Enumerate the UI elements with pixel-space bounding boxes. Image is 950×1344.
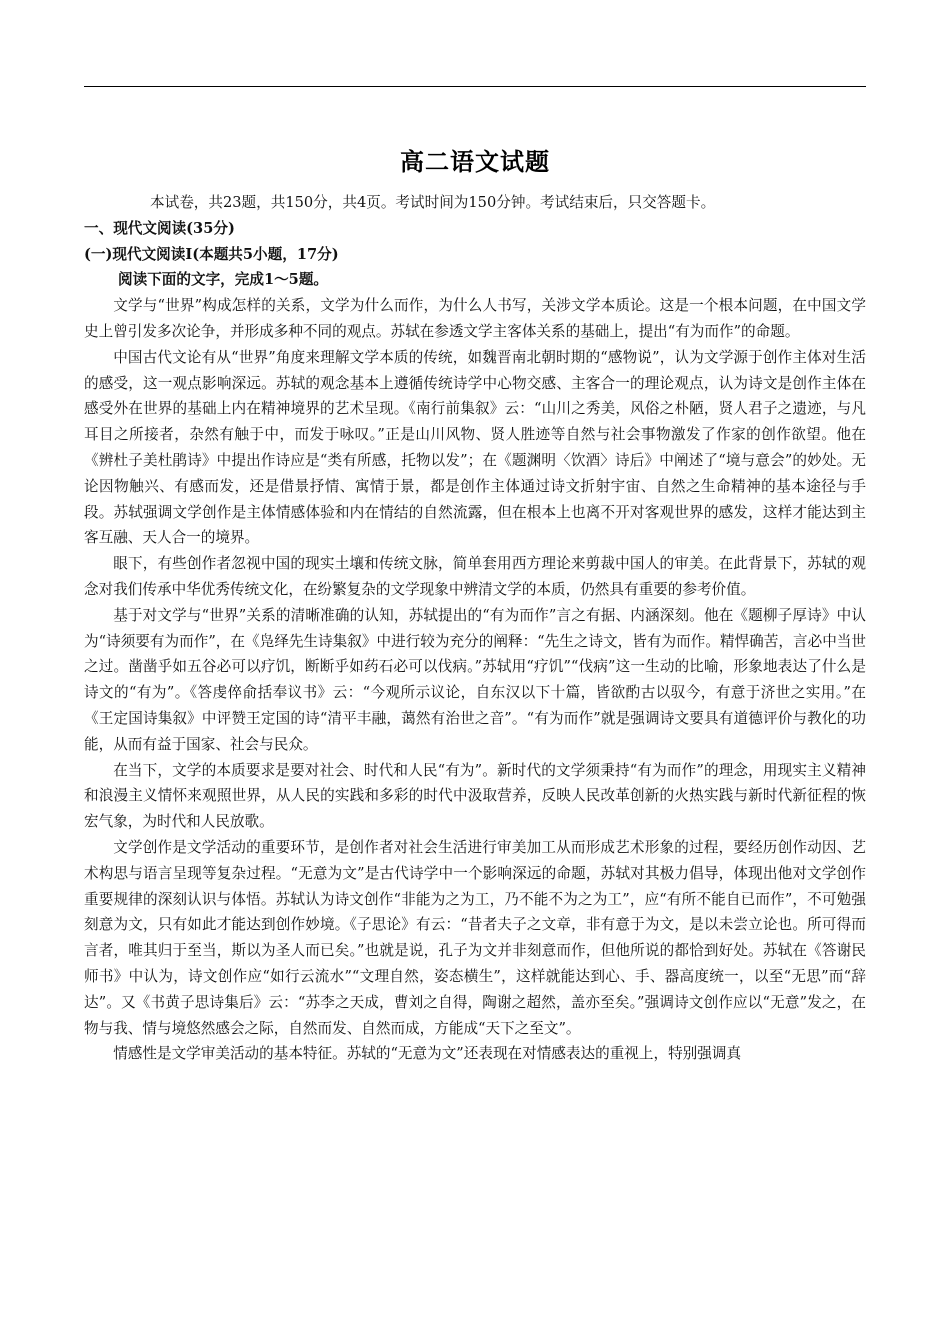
passage-paragraph: 眼下，有些创作者忽视中国的现实土壤和传统文脉，简单套用西方理论来剪裁中国人的审美。在此背景下，苏轼的观念对我们传承中华优秀传统文化，在纷繁复杂的文学现象中辨清文学的本质，仍然具有重要的参考价值。	[84, 555, 866, 598]
passage-paragraph: 情感性是文学审美活动的基本特征。苏轼的“无意为文”还表现在对情感表达的重视上，特别强调真	[113, 1045, 742, 1063]
exam-intro: 本试卷，共23题，共150分，共4页。考试时间为150分钟。考试结束后，只交答题卡。	[150, 194, 716, 211]
passage-paragraph: 基于对文学与“世界”关系的清晰准确的认知，苏轼提出的“有为而作”言之有据、内涵深刻。他在《题柳子厚诗》中认为“诗须要有为而作”，在《凫绎先生诗集叙》中进行较为充分的阐释：“先生之诗文，皆有为而作。精悍确苦，言必中当世之过。凿凿乎如五谷必可以疗饥，断断乎如药石必可以伐病。”苏轼用“疗饥”“伐病”这一生动的比喻，形象地表达了什么是诗文的“有为”。《答虔倅俞括奉议书》云：“今观所示议论，自东汉以下十篇，皆欲酌古以驭今，有意于济世之实用。”在《王定国诗集叙》中评赞王定国的诗“清平丰融，蔼然有治世之音”。“有为而作”就是强调诗文要具有道德评价与教化的功能，从而有益于国家、社会与民众。	[84, 606, 866, 753]
header-rule	[84, 86, 866, 87]
page-title: 高二语文试题	[400, 147, 550, 176]
passage-paragraph: 中国古代文论有从“世界”角度来理解文学本质的传统，如魏晋南北朝时期的“感物说”，认为文学源于创作主体对生活的感受，这一观点影响深远。苏轼的观念基本上遵循传统诗学中心物交感、主客合一的理论观点，认为诗文是创作主体在感受外在世界的基础上内在精神境界的艺术呈现。《南行前集叙》云：“山川之秀美，风俗之朴陋，贤人君子之遗迹，与凡耳目之所接者，杂然有触于中，而发于咏叹。”正是山川风物、贤人胜迹等自然与社会事物激发了作家的创作欲望。他在《辨杜子美杜鹃诗》中提出作诗应是“类有所感，托物以发”；在《题渊明〈饮酒〉诗后》中阐述了“境与意会”的妙处。无论因物触兴、有感而发，还是借景抒情、寓情于景，都是创作主体通过诗文折射宇宙、自然之生命精神的基本途径与手段。苏轼强调文学创作是主体情感体验和内在情结的自然流露，但在根本上也离不开对客观世界的感发，这样才能达到主客互融、天人合一的境界。	[84, 348, 866, 547]
passage-paragraph: 文学创作是文学活动的重要环节，是创作者对社会生活进行审美加工从而形成艺术形象的过程，要经历创作动因、艺术构思与语言呈现等复杂过程。“无意为文”是古代诗学中一个影响深远的命题，苏轼对其极力倡导，体现出他对文学创作重要规律的深刻认识与体悟。苏轼认为诗文创作“非能为之为工，乃不能不为之为工”，应“有所不能自已而作”，不可勉强刻意为文，只有如此才能达到创作妙境。《子思论》有云：“昔者夫子之文章，非有意于为文，是以未尝立论也。所可得而言者，唯其归于至当，斯以为圣人而已矣。”也就是说，孔子为文并非刻意而作，但他所说的都恰到好处。苏轼在《答谢民师书》中认为，诗文创作应“如行云流水”“文理自然，姿态横生”，这样就能达到心、手、器高度统一，以至“无思”而“辞达”。又《书黄子思诗集后》云：“苏李之天成，曹刘之自得，陶谢之超然，盖亦至矣。”强调诗文创作应以“无意”发之，在物与我、情与境悠然感会之际，自然而发、自然而成，方能成“天下之至文”。	[84, 838, 866, 1037]
reading-instruction: 阅读下面的文字，完成1～5题。	[118, 271, 329, 289]
section-heading: 一、现代文阅读(35分)	[84, 219, 235, 237]
passage-paragraph: 文学与“世界”构成怎样的关系，文学为什么而作，为什么人书写，关涉文学本质论。这是一个根本问题，在中国文学史上曾引发多次论争，并形成多种不同的观点。苏轼在参透文学主客体关系的基础上，提出“有为而作”的命题。	[84, 297, 866, 340]
exam-content	[84, 190, 866, 1067]
subsection-heading: (一)现代文阅读Ⅰ(本题共5小题，17分)	[84, 245, 339, 263]
passage-paragraph: 在当下，文学的本质要求是要对社会、时代和人民“有为”。新时代的文学须秉持“有为而作”的理念，用现实主义精神和浪漫主义情怀来观照世界，从人民的实践和多彩的时代中汲取营养，反映人民改革创新的火热实践与新时代新征程的恢宏气象，为时代和人民放歌。	[84, 761, 866, 831]
